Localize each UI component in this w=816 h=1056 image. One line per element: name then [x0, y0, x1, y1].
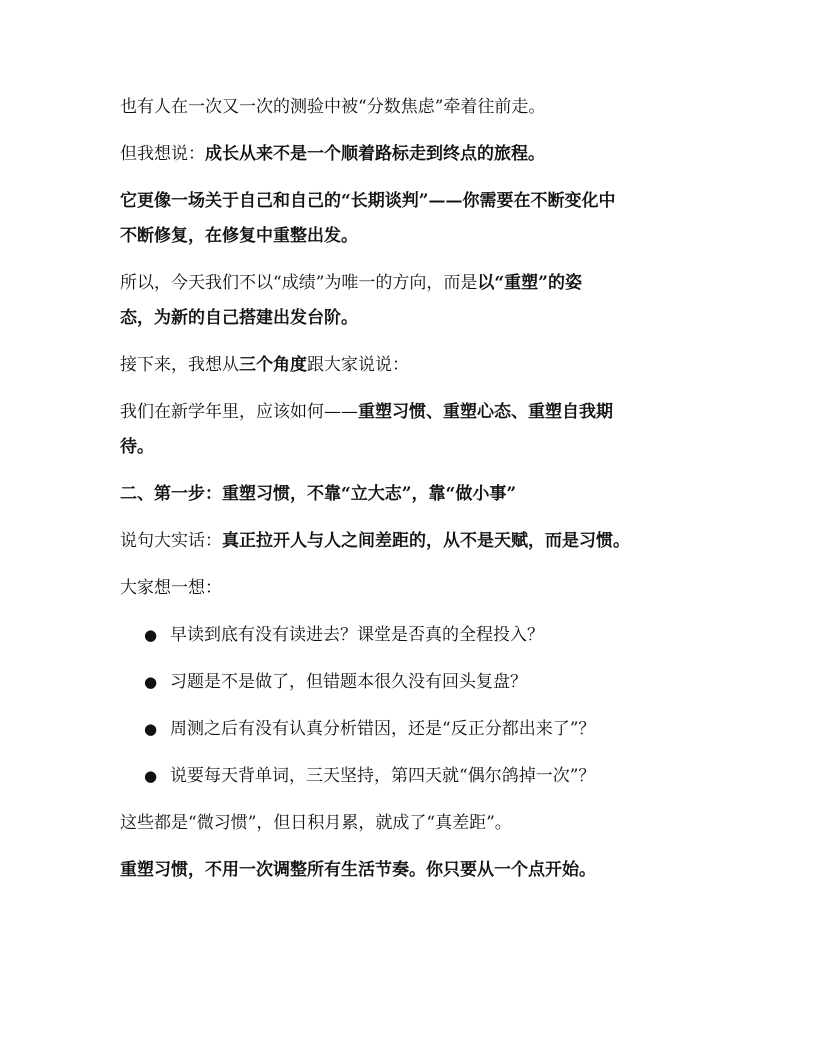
paragraph-growth-journey — [120, 137, 700, 172]
paragraph-new-year — [120, 395, 700, 465]
document-page — [120, 90, 700, 888]
paragraph-score-anxiety: 也有人在一次又一次的测验中被“分数焦虑”牵着往前走。 — [120, 97, 546, 117]
list-item — [120, 712, 700, 747]
text-bold-three-angles: 三个角度 — [239, 355, 307, 375]
text-line: 不断修复，在修复中重整出发。 — [120, 226, 358, 246]
paragraph-habit-truth — [120, 524, 700, 559]
paragraph-micro-habits: 这些都是“微习惯”，但日积月累，就成了“真差距”。 — [120, 813, 512, 833]
bullet-icon: ● — [144, 626, 158, 644]
section-heading-2: 二、第一步：重塑习惯，不靠“立大志”，靠“做小事” — [120, 484, 517, 504]
bullet-icon: ● — [144, 673, 158, 691]
list-item — [120, 759, 700, 794]
text-normal: 跟大家说说： — [307, 355, 409, 375]
bullet-list — [120, 618, 700, 794]
list-item-text: 早读到底有没有读进去？课堂是否真的全程投入？ — [170, 625, 544, 645]
text-bold-habit: 真正拉开人与人之间差距的，从不是天赋，而是习惯。 — [222, 531, 630, 551]
bullet-icon: ● — [144, 767, 158, 785]
text-bold-growth: 成长从来不是一个顺着路标走到终点的旅程。 — [205, 144, 545, 164]
paragraph-three-angles — [120, 348, 700, 383]
list-item-text: 习题是不是做了，但错题本很久没有回头复盘？ — [170, 672, 527, 692]
paragraph-reshape-stance — [120, 266, 700, 336]
text-line: 它更像一场关于自己和自己的“长期谈判”——你需要在不断变化中 — [120, 191, 616, 211]
text-bold-reshape-list: 重塑习惯、重塑心态、重塑自我期 — [358, 402, 613, 422]
text-bold-reshape: 以“重塑”的姿 — [477, 273, 582, 293]
text-bold-reshape-list-cont: 待。 — [120, 437, 154, 457]
text-normal: 说句大实话： — [120, 531, 222, 551]
list-item-text: 周测之后有没有认真分析错因，还是“反正分都出来了”？ — [170, 719, 596, 739]
list-item-text: 说要每天背单词，三天坚持，第四天就“偶尔鸽掉一次”？ — [170, 766, 596, 786]
text-bold-reshape-cont: 态，为新的自己搭建出发台阶。 — [120, 308, 358, 328]
paragraph-think: 大家想一想： — [120, 578, 222, 598]
paragraph-long-negotiation — [120, 184, 700, 254]
text-intro: 但我想说： — [120, 144, 205, 164]
text-normal: 所以，今天我们不以“成绩”为唯一的方向，而是 — [120, 273, 478, 293]
bullet-icon: ● — [144, 720, 158, 738]
text-normal: 我们在新学年里，应该如何—— — [120, 402, 358, 422]
paragraph-start-one-point: 重塑习惯，不用一次调整所有生活节奏。你只要从一个点开始。 — [120, 860, 596, 880]
list-item — [120, 618, 700, 653]
text-normal: 接下来，我想从 — [120, 355, 239, 375]
list-item — [120, 665, 700, 700]
